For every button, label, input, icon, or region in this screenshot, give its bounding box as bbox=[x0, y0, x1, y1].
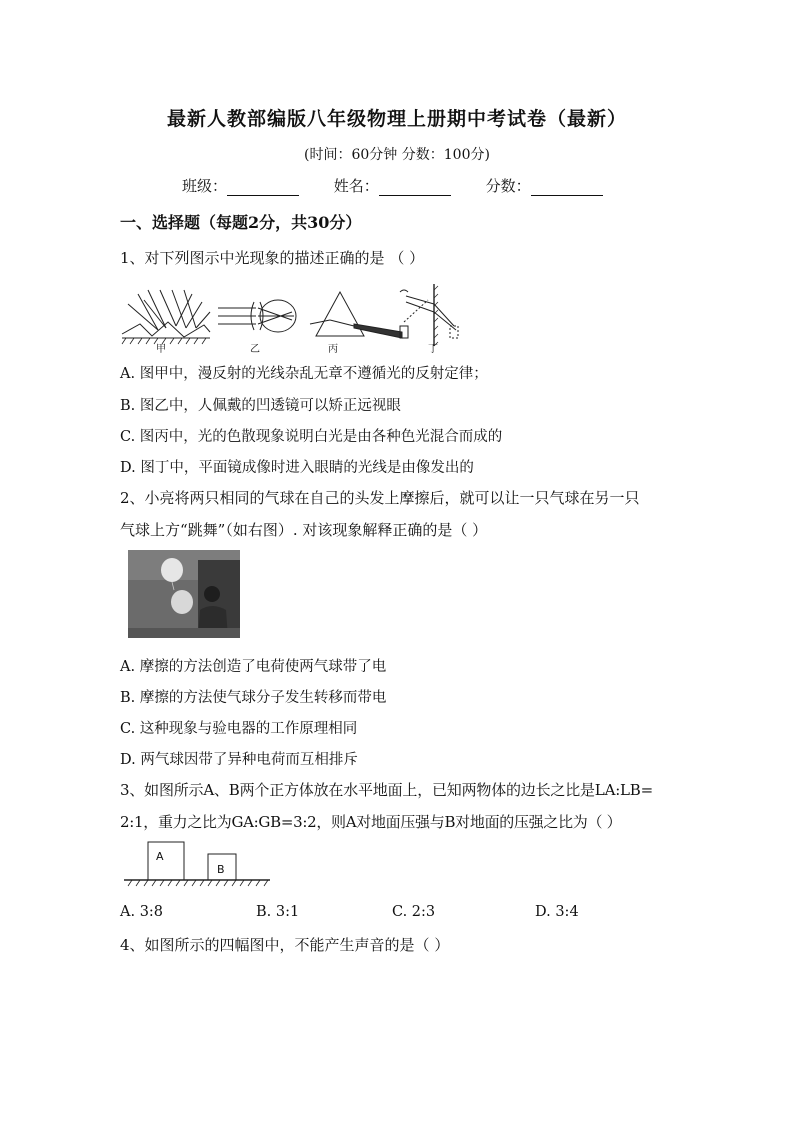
q3-stem-line1: 3、如图所示A、B两个正方体放在水平地面上，已知两物体的边长之比是LA:LB= bbox=[120, 781, 654, 799]
q1-optics-figure bbox=[118, 282, 463, 354]
student-fields bbox=[182, 175, 633, 196]
fig-label-ding: 丁 bbox=[428, 344, 438, 354]
q2-option-b: B. 摩擦的方法使气球分子发生转移而带电 bbox=[120, 690, 387, 706]
q1-stem: 1、对下列图示中光现象的描述正确的是 （ ） bbox=[120, 249, 425, 267]
q3-stem-line2: 2:1，重力之比为GA:GB=3:2，则A对地面压强与B对地面的压强之比为（ ） bbox=[120, 813, 622, 831]
score-label: 分数： bbox=[485, 177, 531, 195]
exam-info: (时间：60分钟 分数：100分) bbox=[304, 147, 490, 163]
fig-label-bing: 丙 bbox=[328, 344, 338, 354]
cubes-figure bbox=[124, 840, 272, 888]
q3-option-c: C. 2:3 bbox=[392, 904, 436, 920]
cube-a-label: A bbox=[156, 850, 164, 863]
q1-option-d: D. 图丁中，平面镜成像时进入眼睛的光线是由像发出的 bbox=[120, 460, 474, 476]
balloon-photo bbox=[128, 550, 240, 638]
cube-b-label: B bbox=[217, 863, 225, 876]
q1-option-b: B. 图乙中，人佩戴的凹透镜可以矫正远视眼 bbox=[120, 398, 401, 414]
q1-option-c: C. 图丙中，光的色散现象说明白光是由各种色光混合而成的 bbox=[120, 429, 503, 445]
q2-stem-line2: 气球上方“跳舞”（如右图）. 对该现象解释正确的是（ ） bbox=[120, 521, 488, 539]
q2-stem-line1: 2、小亮将两只相同的气球在自己的头发上摩擦后，就可以让一只气球在另一只 bbox=[120, 489, 640, 507]
q2-option-d: D. 两气球因带了异种电荷而互相排斥 bbox=[120, 752, 358, 768]
score-blank[interactable] bbox=[531, 181, 603, 196]
q3-option-a: A. 3:8 bbox=[120, 904, 164, 920]
class-label: 班级： bbox=[182, 177, 228, 195]
page-title: 最新人教部编版八年级物理上册期中考试卷（最新） bbox=[166, 108, 627, 130]
q3-option-b: B. 3:1 bbox=[256, 904, 300, 920]
section-heading: 一、选择题（每题2分，共30分） bbox=[120, 213, 362, 232]
name-label: 姓名： bbox=[333, 177, 379, 195]
q1-option-a: A. 图甲中，漫反射的光线杂乱无章不遵循光的反射定律； bbox=[120, 366, 488, 382]
q2-option-a: A. 摩擦的方法创造了电荷使两气球带了电 bbox=[120, 659, 387, 675]
q2-option-c: C. 这种现象与验电器的工作原理相同 bbox=[120, 721, 358, 737]
class-blank[interactable] bbox=[227, 181, 299, 196]
q3-option-d: D. 3:4 bbox=[535, 904, 579, 920]
fig-label-jia: 甲 bbox=[156, 344, 166, 354]
fig-label-yi: 乙 bbox=[250, 344, 260, 354]
name-blank[interactable] bbox=[379, 181, 451, 196]
q4-stem: 4、如图所示的四幅图中，不能产生声音的是（ ） bbox=[120, 936, 450, 954]
